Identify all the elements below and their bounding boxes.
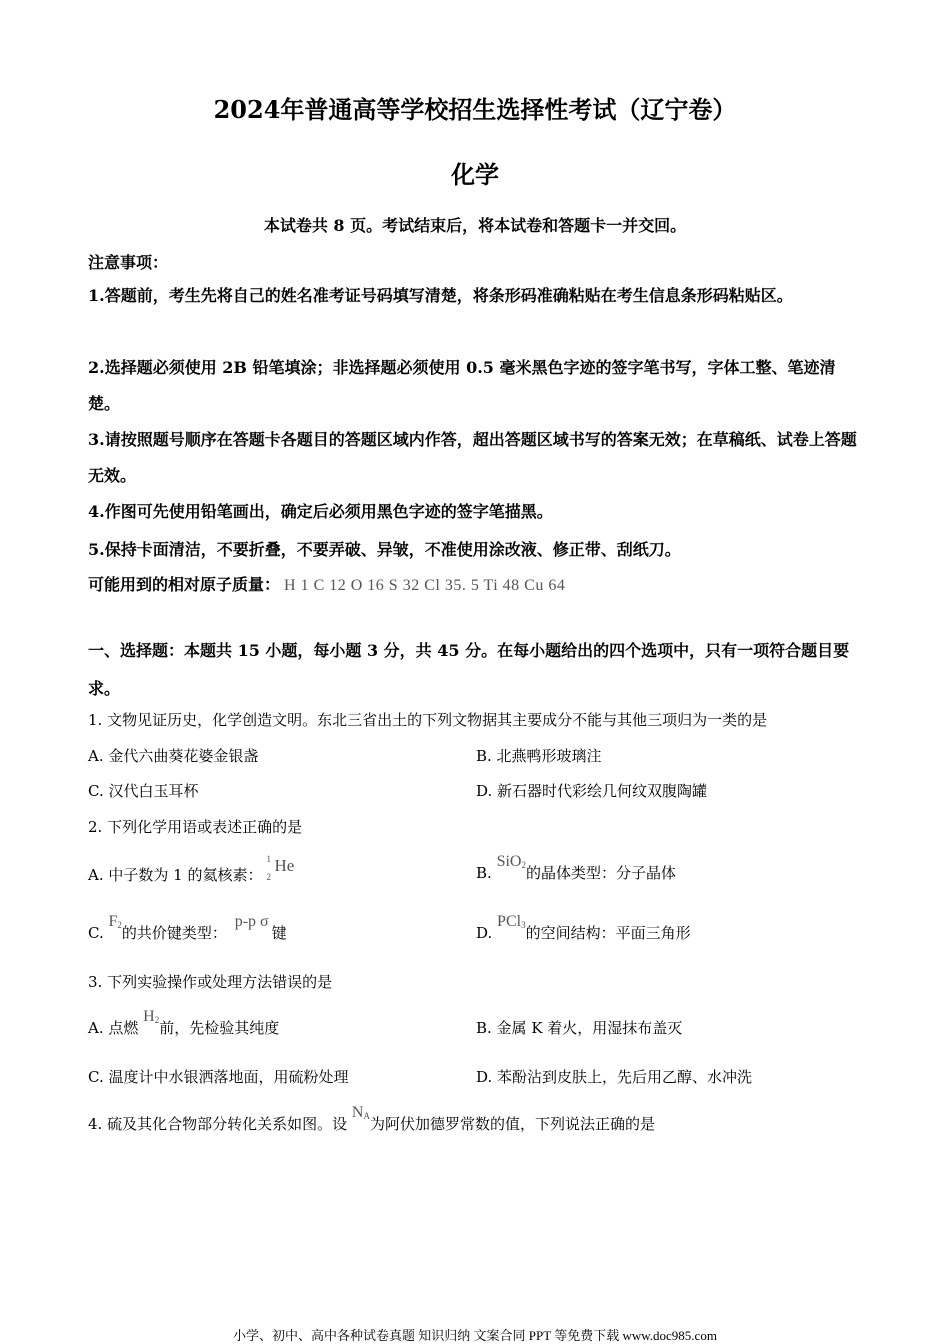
notice-item-4: 4.作图可先使用铅笔画出，确定后必须用黑色字迹的签字笔描黑。 bbox=[88, 502, 553, 521]
option-b-prefix: B. bbox=[476, 864, 492, 882]
atomic-mass-values: H 1 C 12 O 16 S 32 Cl 35. 5 Ti 48 Cu 64 bbox=[284, 577, 566, 594]
subject-title: 化学 bbox=[451, 160, 499, 189]
atomic-number: 2 bbox=[266, 872, 271, 882]
formula-subscript: 2 bbox=[117, 920, 122, 930]
option-d-prefix: D. bbox=[476, 924, 493, 942]
question-2-option-d bbox=[476, 913, 691, 943]
question-4-text: 4. 硫及其化合物部分转化关系如图。设 bbox=[88, 1115, 348, 1133]
option-a-suffix: 前，先检验其纯度 bbox=[159, 1019, 280, 1037]
question-4-text-end: 为阿伏加德罗常数的值，下列说法正确的是 bbox=[369, 1115, 655, 1133]
exam-title: 2024年普通高等学校招生选择性考试（辽宁卷） bbox=[213, 95, 737, 124]
option-c-prefix: C. bbox=[88, 924, 104, 942]
notice-heading: 注意事项： bbox=[88, 253, 169, 272]
option-c-suffix: 键 bbox=[271, 924, 287, 942]
mass-number: 1 bbox=[266, 854, 271, 864]
option-a-text: A. 中子数为 1 的氦核素： bbox=[88, 866, 263, 884]
atomic-mass-label: 可能用到的相对原子质量： bbox=[88, 575, 281, 594]
question-1-option-d: D. 新石器时代彩绘几何纹双腹陶罐 bbox=[476, 782, 708, 800]
section-heading: 一、选择题：本题共 15 小题，每小题 3 分，共 45 分。在每小题给出的四个选项中，只有一项符合题目要求。 bbox=[88, 641, 850, 698]
question-1-stem: 1. 文物见证历史，化学创造文明。东北三省出土的下列文物据其主要成分不能与其他三项归为一类的是 bbox=[88, 711, 768, 729]
question-3-stem: 3. 下列实验操作或处理方法错误的是 bbox=[88, 973, 333, 991]
question-3-option-c: C. 温度计中水银洒落地面，用硫粉处理 bbox=[88, 1068, 349, 1086]
question-3-option-a bbox=[88, 1008, 280, 1038]
question-1-option-b: B. 北燕鸭形玻璃注 bbox=[476, 747, 602, 765]
formula-h2 bbox=[143, 1008, 159, 1025]
formula-sio2 bbox=[497, 853, 526, 870]
notice-item-3: 3.请按照题号顺序在答题卡各题目的答题区域内作答，超出答题区域书写的答案无效；在草稿纸、试卷上答题无效。 bbox=[88, 430, 857, 485]
formula-f2 bbox=[109, 913, 122, 930]
footer-banner: 小学、初中、高中各种试卷真题 知识归纳 文案合同 PPT 等免费下载 www.doc985.com bbox=[233, 1328, 717, 1343]
formula-main: PCl bbox=[497, 913, 522, 930]
option-a-text: A. 点燃 bbox=[88, 1019, 139, 1037]
question-2-option-a bbox=[88, 854, 296, 885]
notice-item-5: 5.保持卡面清洁，不要折叠，不要弄破、异皱，不准使用涂改液、修正带、刮纸刀。 bbox=[88, 540, 681, 559]
question-1-option-c: C. 汉代白玉耳杯 bbox=[88, 782, 199, 800]
formula-na bbox=[352, 1104, 370, 1121]
formula-subscript: 3 bbox=[521, 920, 526, 930]
option-c-text: 的共价键类型： bbox=[121, 924, 227, 942]
notice-item-1: 1.答题前，考生先将自己的姓名准考证号码填写清楚，将条形码准确粘贴在考生信息条形码粘贴区。 bbox=[88, 286, 793, 305]
formula-main: SiO bbox=[496, 853, 522, 870]
option-b-text: 的晶体类型：分子晶体 bbox=[525, 864, 676, 882]
helium-nuclide-symbol bbox=[266, 854, 296, 882]
formula-subscript: 2 bbox=[154, 1015, 160, 1025]
formula-subscript: 2 bbox=[521, 860, 526, 870]
element-symbol: He bbox=[274, 856, 295, 875]
question-3-option-d: D. 苯酚沾到皮肤上，先后用乙醇、水冲洗 bbox=[476, 1068, 753, 1086]
question-3-option-b: B. 金属 K 着火，用湿抹布盖灭 bbox=[476, 1019, 683, 1037]
notice-item-2: 2.选择题必须使用 2B 铅笔填涂；非选择题必须使用 0.5 毫米黑色字迹的签字笔书写，字体工整、笔迹清楚。 bbox=[88, 358, 836, 413]
exam-intro: 本试卷共 8 页。考试结束后，将本试卷和答题卡一并交回。 bbox=[263, 216, 687, 235]
question-2-option-c bbox=[88, 913, 287, 943]
question-2-option-b bbox=[476, 853, 676, 883]
question-1-option-a: A. 金代六曲葵花婆金银盏 bbox=[88, 747, 259, 765]
formula-main: F bbox=[108, 913, 118, 930]
formula-pcl3 bbox=[497, 913, 526, 930]
question-2-stem: 2. 下列化学用语或表述正确的是 bbox=[88, 818, 303, 836]
formula-subscript: A bbox=[363, 1111, 370, 1121]
formula-main: N bbox=[351, 1104, 364, 1121]
option-d-text: 的空间结构：平面三角形 bbox=[525, 924, 691, 942]
question-4-stem bbox=[88, 1104, 655, 1134]
formula-main: H bbox=[143, 1008, 155, 1025]
bond-type-formula: p-p σ bbox=[234, 913, 269, 930]
atomic-mass-line bbox=[88, 572, 565, 595]
